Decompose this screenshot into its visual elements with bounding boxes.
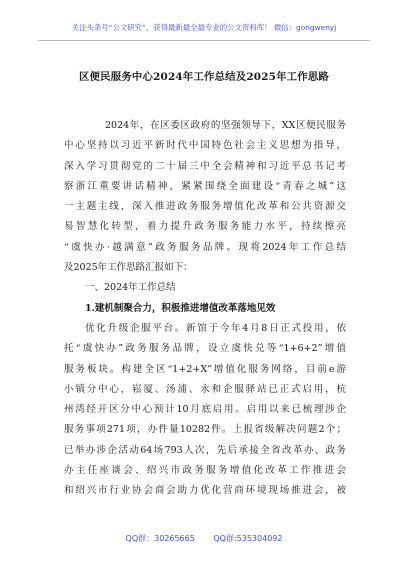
subsection-heading: 1.建机制聚合力，积极推进增值改革落地见效 xyxy=(85,302,276,314)
body-line: 服务板块。构建全区“1+2+X”增值化服务网络，目前e游 xyxy=(64,363,346,375)
body-line: 一主题主线，深入推进政务服务增值化改革和公共资源交 xyxy=(64,201,346,213)
body-line: 中心坚持以习近平新时代中国特色社会主义思想为指导， xyxy=(64,140,346,152)
body-line: 州湾经开区分中心预计10月底启用。启用以来已梳理涉企 xyxy=(64,404,346,416)
body-line: 小镇分中心，崧厦、汤浦、永和企服驿站已正式启用，杭 xyxy=(64,383,346,395)
body-line: 易智慧化转型，着力提升政务服务能力水平，持续擦亮 xyxy=(64,221,346,233)
body-line: 察浙江重要讲话精神，紧紧围绕全面建设“青春之城”这 xyxy=(64,180,346,192)
footer-qq-group-2: QQ群:535304092 xyxy=(213,534,283,543)
body-line: 托“虞快办”政务服务品牌，设立虞快兑等“1+6+2”增值 xyxy=(64,343,346,355)
header-banner: 关注头条号“公文研究”，获得最新最全最专业的公文资料库！ 微信：gongwenyj xyxy=(71,23,337,32)
body-line: 优化升级企服平台。新馆于今年4月8日正式投用，依 xyxy=(85,322,346,334)
body-line: “虞快办·越满意”政务服务品牌。现将2024年工作总结 xyxy=(64,241,346,253)
document-body xyxy=(64,116,346,502)
footer-contacts xyxy=(0,533,408,544)
body-line: 及2025年工作思路汇报如下： xyxy=(64,262,193,274)
body-line: 办主任座谈会、绍兴市政务服务增值化改革工作推进会 xyxy=(64,465,346,477)
section-heading: 一、2024年工作总结 xyxy=(85,282,176,294)
body-line: 2024年，在区委区政府的坚强领导下，XX区便民服务 xyxy=(105,120,346,131)
header-divider xyxy=(38,40,370,41)
body-line: 已举办涉企活动64场793人次，先后承接全省改革办、政务 xyxy=(64,444,346,456)
body-line: 和绍兴市行业协会商会助力优化营商环境现场推进会，被 xyxy=(64,485,346,497)
footer-qq-group-1: QQ群：30265665 xyxy=(125,534,195,543)
body-line: 深入学习贯彻党的二十届三中全会精神和习近平总书记考 xyxy=(64,160,346,172)
body-line: 服务事项271项，办件量10282件。上报省级解决问题2个； xyxy=(64,424,346,436)
document-title: 区便民服务中心2024年工作总结及2025年工作思路 xyxy=(78,71,330,83)
